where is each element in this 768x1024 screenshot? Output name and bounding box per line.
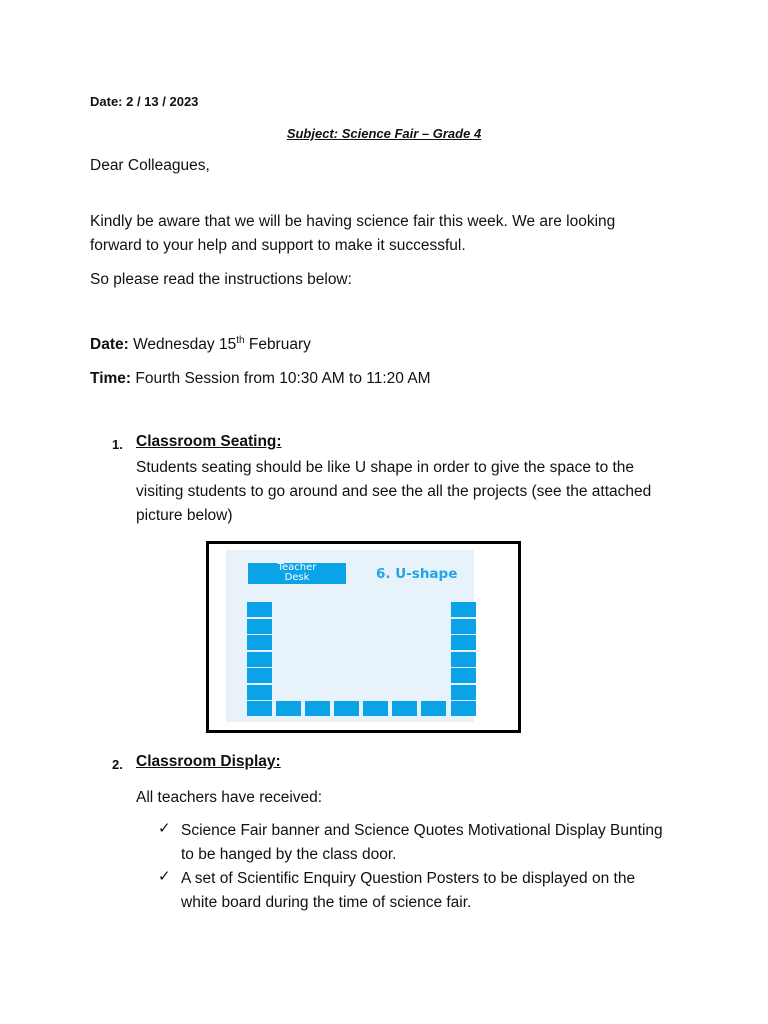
seat-right <box>451 602 476 617</box>
seat-bottom <box>363 701 388 716</box>
display-item-1-line-1: Science Fair banner and Science Quotes Motivational Display Bunting <box>181 822 663 839</box>
event-date-month: February <box>244 336 311 353</box>
checkmark-icon: ✓ <box>158 868 171 885</box>
seat-left <box>247 635 272 650</box>
seat-right <box>451 685 476 700</box>
display-item-2-line-1: A set of Scientific Enquiry Question Posters to be displayed on the <box>181 870 636 887</box>
section-2-number: 2. <box>112 757 123 772</box>
section-1-line-1: Students seating should be like U shape in order to give the space to the <box>136 459 635 476</box>
seating-diagram <box>226 550 474 722</box>
event-time-value: Fourth Session from 10:30 AM to 11:20 AM <box>131 370 431 387</box>
seat-right <box>451 652 476 667</box>
seat-left <box>247 602 272 617</box>
u-shape-seating-figure <box>206 541 521 733</box>
checkmark-icon: ✓ <box>158 820 171 837</box>
intro-line-2: forward to your help and support to make it successful. <box>90 237 466 254</box>
event-date-label: Date: <box>90 336 129 353</box>
seat-right <box>451 619 476 634</box>
instructions-line: So please read the instructions below: <box>90 271 352 288</box>
event-date <box>90 333 680 357</box>
seat-bottom <box>392 701 417 716</box>
greeting: Dear Colleagues, <box>90 157 210 174</box>
seat-left <box>247 701 272 716</box>
seat-left <box>247 652 272 667</box>
seat-left <box>247 685 272 700</box>
intro-line-1: Kindly be aware that we will be having science fair this week. We are looking <box>90 213 616 230</box>
section-1-title: Classroom Seating: <box>136 433 282 450</box>
event-date-ordinal: th <box>236 334 245 346</box>
section-2-title: Classroom Display: <box>136 753 281 770</box>
letter-subject: Subject: Science Fair – Grade 4 <box>286 126 482 141</box>
seat-left <box>247 619 272 634</box>
display-item-1-line-2: to be hanged by the class door. <box>181 846 397 863</box>
seat-right <box>451 668 476 683</box>
seat-left <box>247 668 272 683</box>
seat-bottom <box>334 701 359 716</box>
letter-date: Date: 2 / 13 / 2023 <box>90 94 199 109</box>
teacher-desk-line-1: Teacher <box>277 562 317 573</box>
seat-bottom <box>305 701 330 716</box>
event-time <box>90 367 680 391</box>
seat-right <box>451 635 476 650</box>
seat-right <box>451 701 476 716</box>
teacher-desk <box>248 563 346 584</box>
u-shape-label: 6. U-shape <box>376 566 458 582</box>
event-time-label: Time: <box>90 370 132 387</box>
seat-bottom <box>276 701 301 716</box>
teacher-desk-line-2: Desk <box>284 572 310 583</box>
seat-bottom <box>421 701 446 716</box>
event-date-value: Wednesday 15 <box>128 336 237 353</box>
section-1-line-3: picture below) <box>136 507 233 524</box>
display-item-2-line-2: white board during the time of science fair. <box>181 894 472 911</box>
section-1-number: 1. <box>112 437 123 452</box>
section-1-line-2: visiting students to go around and see the all the projects (see the attached <box>136 483 652 500</box>
section-2-intro: All teachers have received: <box>136 789 323 806</box>
